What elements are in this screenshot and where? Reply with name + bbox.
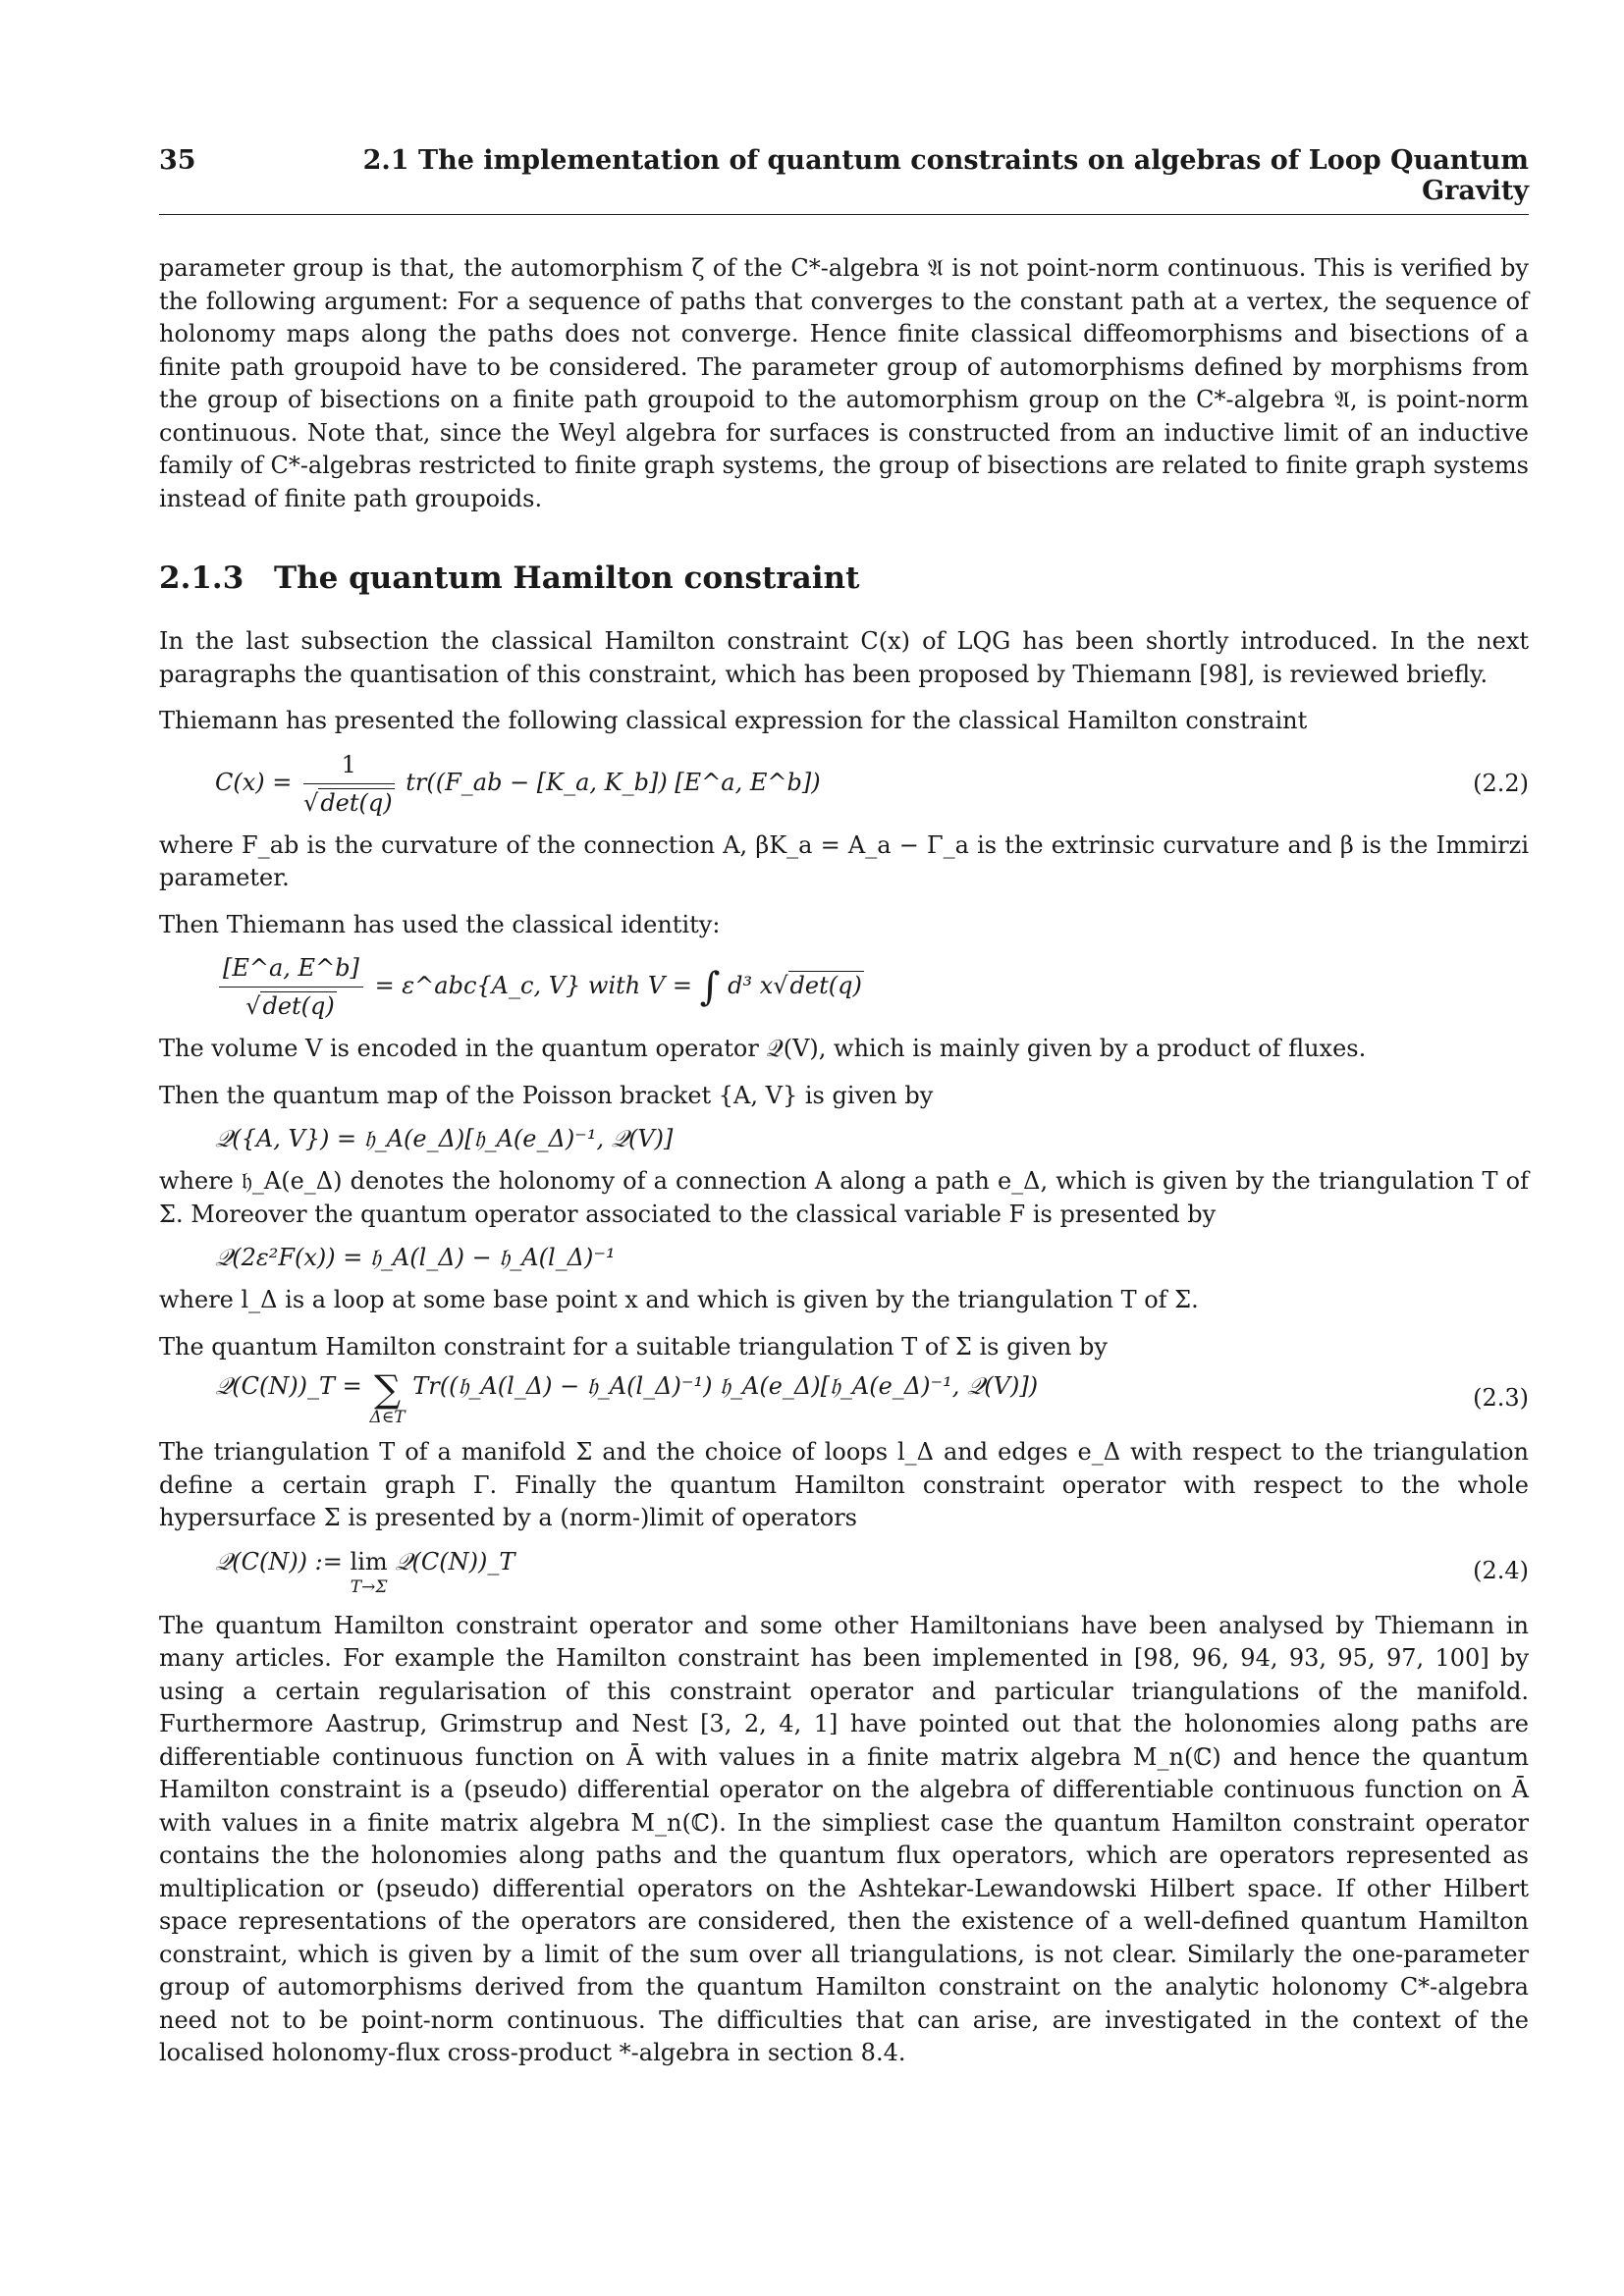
eq22-numerator: 1: [303, 748, 395, 784]
equation-poisson: [215, 1122, 1529, 1155]
sum-sign: ∑: [373, 1367, 402, 1411]
identity-sqrt-term: det(q): [789, 972, 862, 999]
page-number: 35: [159, 145, 196, 176]
equation-identity: $\frac{[E\^{}a, E\^{}b]}{√\det(q)}$ = ε^abc{A_c, V} with V = ∫ d³ x√det(q): [215, 951, 1529, 1023]
eq24-tag: (2.4): [1473, 1556, 1529, 1584]
curvature-formula: 𝒬(2ε²F(x)) = 𝔥_A(l_Δ) − 𝔥_A(l_Δ)⁻¹: [215, 1244, 616, 1271]
poisson-formula: 𝒬({A, V}) = 𝔥_A(e_Δ)[𝔥_A(e_Δ)⁻¹, 𝒬(V)]: [215, 1125, 674, 1152]
paragraph-triangulation: The quantum Hamilton constraint for a suitable triangulation T of Σ is given by: [159, 1332, 1108, 1361]
eq22-lhs: C(x) =: [215, 768, 293, 796]
identity-integrand: d³ x: [728, 972, 774, 999]
paragraph-automorphism: parameter group is that, the automorphism ζ of the C*-algebra 𝔄 is not point-norm continuous. This is verified by the following argument: For a sequence of paths that converges to the constant path at a vertex, the sequence of holonomy maps along the paths does not converge. Hence finite classical diffeomorphisms and bisections of a finite path groupoid have to be considered. The parameter group of automorphisms defined by morphisms from the group of bisections on a finite path groupoid to the automorphism group on the C*-algebra 𝔄, is point-norm continuous. Note that, since the Weyl algebra for surfaces is constructed from an inductive limit of an inductive family of C*-algebras restricted to finite graph systems, the group of bisections are related to finite graph systems instead of finite path groupoids.: [159, 254, 1529, 512]
paragraph-loop: where l_Δ is a loop at some base point x and which is given by the triangulation T of Σ.: [159, 1286, 1199, 1313]
running-header: [159, 145, 1529, 215]
limit-subscript: T→Σ: [350, 1576, 388, 1597]
header-title: 2.1 The implementation of quantum constraints on algebras of Loop Quantum Gravity: [362, 145, 1529, 206]
section-title: The quantum Hamilton constraint: [274, 561, 860, 596]
integral-sign: ∫: [699, 964, 721, 1010]
identity-fraction: $\frac{[E\^{}a, E\^{}b]}{√\det(q)}$: [219, 951, 363, 1023]
section-heading: [159, 561, 1529, 596]
paragraph-discussion: The quantum Hamilton constraint operator and some other Hamiltonians have been analysed by Thiemann in many articles. For example the Hamilton constraint has been implemented in [98, 96, 94, 93, 95, 97, 100] by using a certain regularisation of this constraint operator and particular triangulations of the manifold. Furthermore Aastrup, Grimstrup and Nest [3, 2, 4, 1] have pointed out that the holonomies along paths are differentiable continuous function on Ā with values in a finite matrix algebra M_n(ℂ) and hence the quantum Hamilton constraint is a (pseudo) differential operator on the algebra of differentiable continuous function on Ā with values in a finite matrix algebra M_n(ℂ). In the simpliest case the quantum Hamilton constraint operator contains the the holonomies along paths and the quantum flux operators, which are operators represented as multiplication or (pseudo) differential operators on the Ashtekar-Lewandowski Hilbert space. If other Hilbert space representations of the operators are considered, then the existence of a well-defined quantum Hamilton constraint, which is given by a limit of the sum over all triangulations, is not clear. Similarly the one-parameter group of automorphisms derived from the quantum Hamilton constraint on the analytic holonomy C*-algebra need not to be point-norm continuous. The difficulties that can arise, are investigated in the context of the localised holonomy-flux cross-product *-algebra in section 8.4.: [159, 1611, 1529, 2066]
eq24-rhs: 𝒬(C(N))_T: [395, 1547, 515, 1575]
eq24-limit: [351, 1545, 388, 1596]
identity-numerator: [E^a, E^b]: [219, 951, 363, 988]
section-number: 2.1.3: [159, 561, 244, 596]
paragraph-volume: The volume V is encoded in the quantum operator 𝒬(V), which is mainly given by a product of fluxes.: [159, 1035, 1367, 1062]
limit-operator: lim: [350, 1547, 388, 1575]
paragraph-classical-expression: Thiemann has presented the following classical expression for the classical Hamilton constraint: [159, 707, 1308, 734]
paragraph-intro: In the last subsection the classical Hamilton constraint C(x) of LQG has been shortly introduced. In the next paragraphs the quantisation of this constraint, which has been proposed by Thiemann [98], is reviewed briefly.: [159, 627, 1529, 688]
paragraph-identity-intro: Then Thiemann has used the classical identity:: [159, 910, 721, 938]
paragraph-poisson: Then the quantum map of the Poisson bracket {A, V} is given by: [159, 1081, 934, 1109]
equation-2-4: [215, 1545, 1529, 1596]
eq23-tag: (2.3): [1473, 1384, 1529, 1412]
eq22-fraction: $\frac{1}{√\det(q)}$: [303, 748, 395, 820]
identity-rhs: = ε^abc{A_c, V} with V =: [374, 972, 692, 999]
eq22-denominator: det(q): [320, 788, 393, 817]
paragraph-holonomy: where 𝔥_A(e_Δ) denotes the holonomy of a connection A along a path e_Δ, which is given by the triangulation T of Σ. Moreover the quantum operator associated to the classical variable F is presented by: [159, 1167, 1529, 1228]
equation-curvature: [215, 1241, 1529, 1274]
eq23-lhs: 𝒬(C(N))_T =: [215, 1372, 362, 1400]
equation-2-3: [215, 1369, 1529, 1426]
identity-denominator: det(q): [262, 992, 335, 1020]
sum-subscript: Δ∈T: [369, 1408, 406, 1427]
paragraph-curvature-definition: where F_ab is the curvature of the connection A, βK_a = A_a − Γ_a is the extrinsic curvature and β is the Immirzi parameter.: [159, 830, 1529, 891]
eq24-lhs: 𝒬(C(N)) :=: [215, 1547, 343, 1575]
paragraph-graph: The triangulation T of a manifold Σ and the choice of loops l_Δ and edges e_Δ with respect to the triangulation define a certain graph Γ. Finally the quantum Hamilton constraint operator with respect to the whole hypersurface Σ is presented by a (norm-)limit of operators: [159, 1438, 1529, 1531]
eq22-tag: (2.2): [1473, 770, 1529, 797]
eq22-rhs: tr((F_ab − [K_a, K_b]) [E^a, E^b]): [406, 768, 821, 796]
eq23-sum: [369, 1369, 405, 1426]
eq23-rhs: Tr((𝔥_A(l_Δ) − 𝔥_A(l_Δ)⁻¹) 𝔥_A(e_Δ)[𝔥_A(e_Δ)⁻¹, 𝒬(V)]): [412, 1372, 1039, 1400]
equation-2-2: [215, 748, 1529, 820]
document-page: [159, 145, 1529, 2070]
